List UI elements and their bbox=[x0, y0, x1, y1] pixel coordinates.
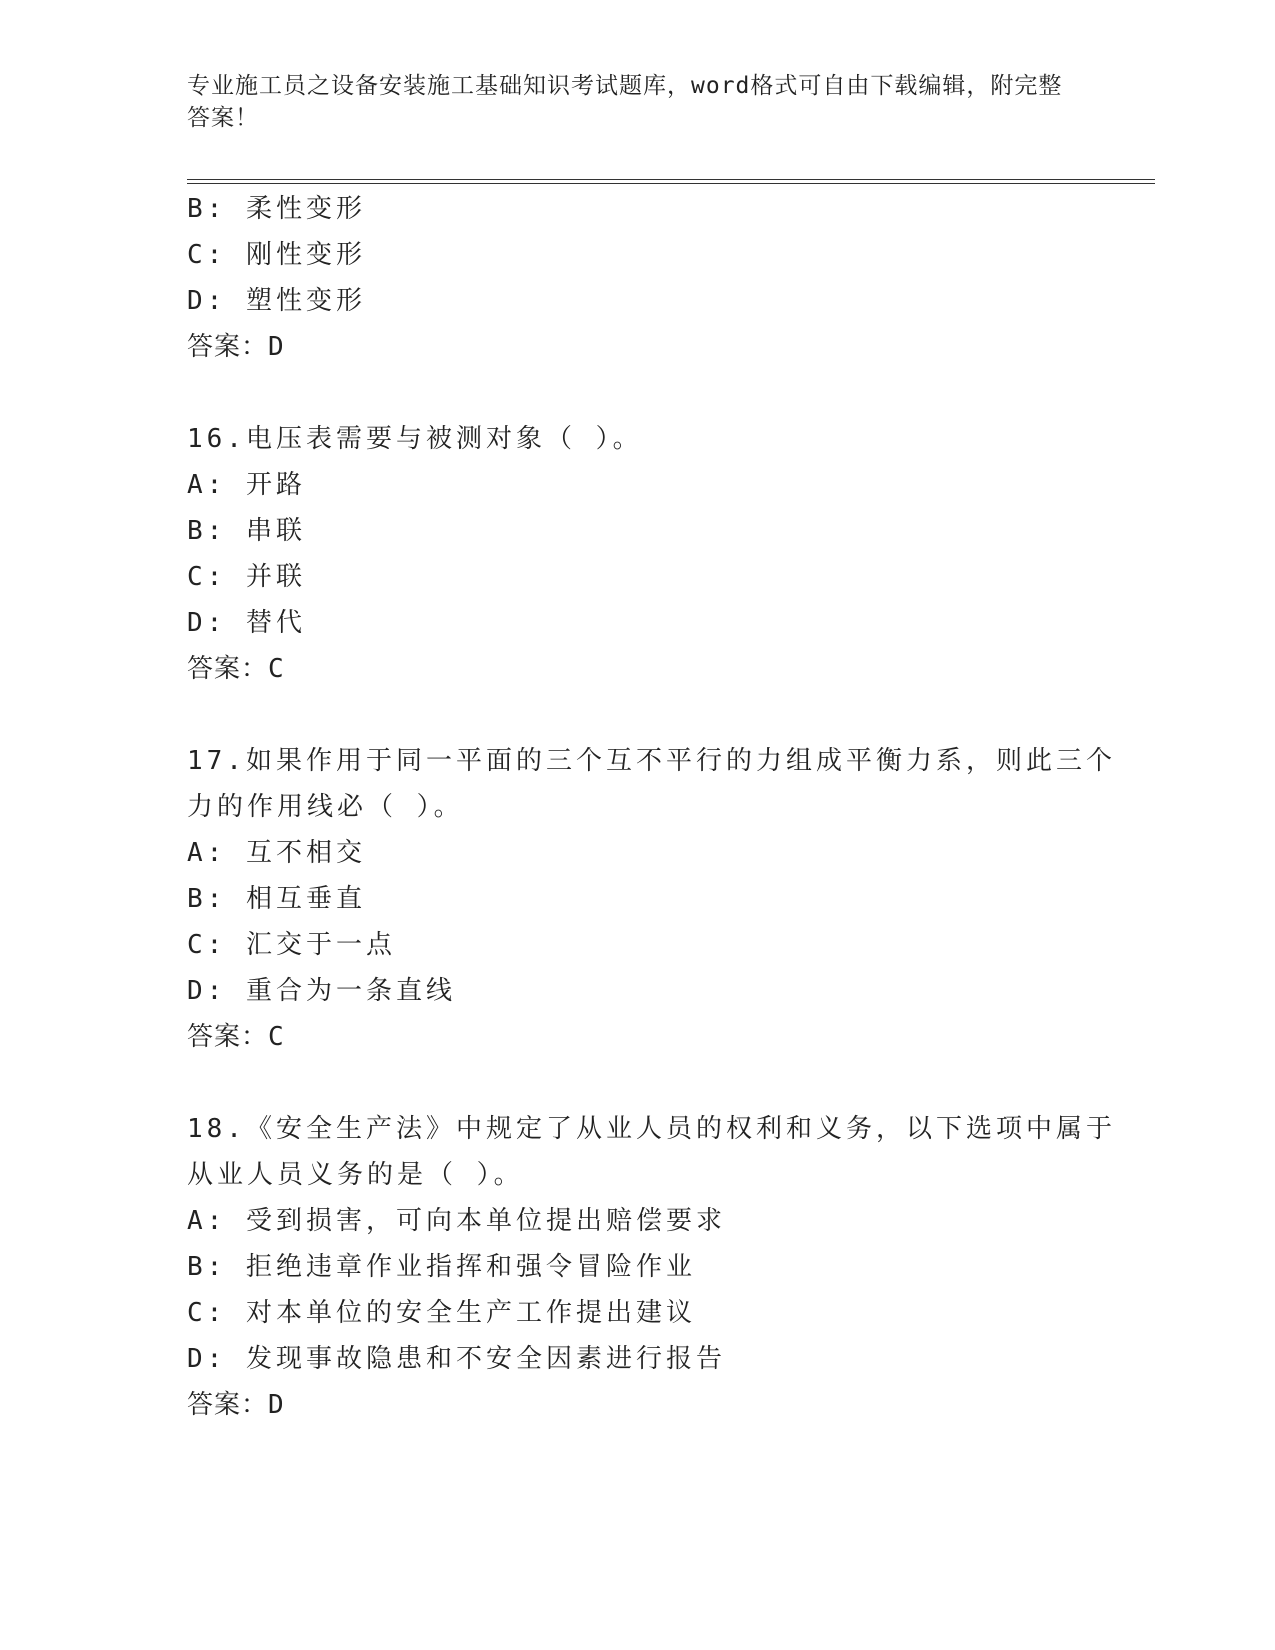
answer: 答案：C bbox=[187, 654, 285, 684]
option-a: A: 互不相交 bbox=[187, 838, 366, 868]
answer: 答案：D bbox=[187, 332, 285, 362]
spacer bbox=[187, 370, 1087, 416]
option-c: C: 并联 bbox=[187, 562, 306, 592]
option-b: B: 相互垂直 bbox=[187, 884, 366, 914]
option-d: D: 重合为一条直线 bbox=[187, 976, 456, 1006]
option-d: D: 发现事故隐患和不安全因素进行报告 bbox=[187, 1344, 726, 1374]
option-c: C: 刚性变形 bbox=[187, 240, 366, 270]
option-d: D: 替代 bbox=[187, 608, 306, 638]
question-text: 18.《安全生产法》中规定了从业人员的权利和义务，以下选项中属于 bbox=[187, 1114, 1116, 1144]
option-a: A: 受到损害，可向本单位提出赔偿要求 bbox=[187, 1206, 726, 1236]
option-a: A: 开路 bbox=[187, 470, 306, 500]
option-b: B: 串联 bbox=[187, 516, 306, 546]
option-c: C: 汇交于一点 bbox=[187, 930, 396, 960]
option-c: C: 对本单位的安全生产工作提出建议 bbox=[187, 1298, 696, 1328]
question-list bbox=[187, 186, 1116, 1428]
question-text: 16.电压表需要与被测对象（ ）。 bbox=[187, 424, 643, 454]
spacer bbox=[187, 692, 1087, 738]
question-text-continued: 力的作用线必（ ）。 bbox=[187, 792, 464, 822]
partial-question bbox=[187, 186, 1087, 370]
question-text-continued: 从业人员义务的是（ ）。 bbox=[187, 1160, 524, 1190]
answer: 答案：D bbox=[187, 1390, 285, 1420]
question-17 bbox=[187, 738, 1116, 1060]
question-16 bbox=[187, 416, 1087, 692]
option-d: D: 塑性变形 bbox=[187, 286, 366, 316]
answer: 答案：C bbox=[187, 1022, 285, 1052]
header-rule bbox=[187, 179, 1155, 184]
document-header: 专业施工员之设备安装施工基础知识考试题库，word格式可自由下载编辑，附完整答案！ bbox=[187, 73, 1063, 131]
option-b: B: 柔性变形 bbox=[187, 194, 366, 224]
spacer bbox=[187, 1060, 1087, 1106]
question-18 bbox=[187, 1106, 1116, 1428]
option-b: B: 拒绝违章作业指挥和强令冒险作业 bbox=[187, 1252, 696, 1282]
question-text: 17.如果作用于同一平面的三个互不平行的力组成平衡力系，则此三个 bbox=[187, 746, 1116, 776]
